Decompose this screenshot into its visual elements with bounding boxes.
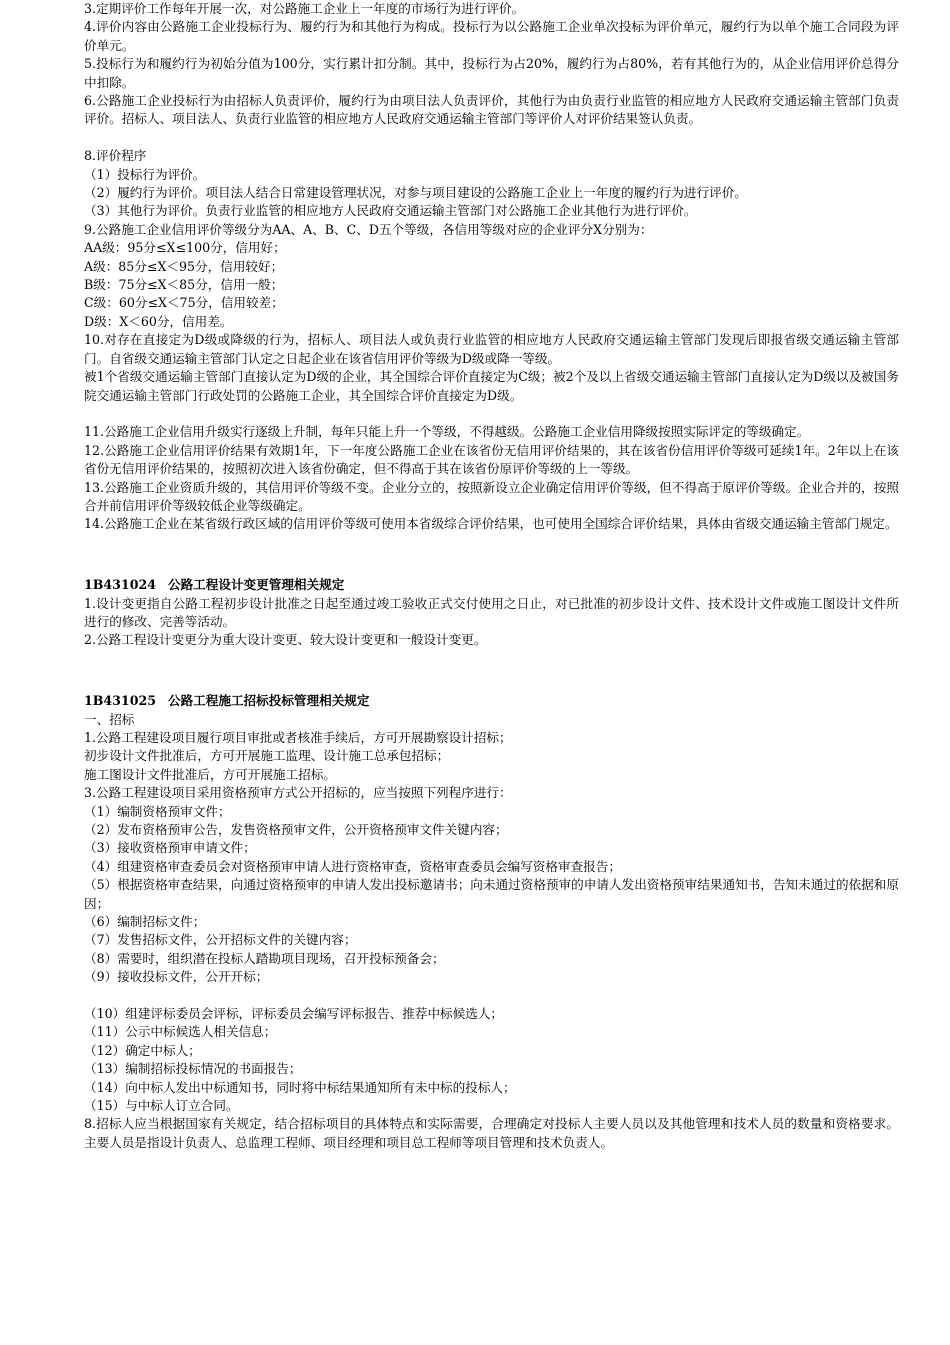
paragraph: （5）根据资格审查结果，向通过资格预审的申请人发出投标邀请书；向未通过资格预审的申请人发出资格预审结果通知书，告知未通过的依据和原因； [84,877,899,911]
document-page [84,0,899,1152]
paragraph: 4.评价内容由公路施工企业投标行为、履约行为和其他行为构成。投标行为以公路施工企业单次投标为评价单元，履约行为以单个施工合同段为评价单元。 [84,19,899,53]
paragraph: 一、招标 [84,711,135,727]
paragraph: （10）组建评标委员会评标，评标委员会编写评标报告、推荐中标候选人； [84,1006,504,1022]
spacer [84,674,899,692]
paragraph: （2）履约行为评价。项目法人结合日常建设管理状况，对参与项目建设的公路施工企业上一年度的履约行为进行评价。 [84,185,747,201]
paragraph: 3.定期评价工作每年开展一次，对公路施工企业上一年度的市场行为进行评价。 [84,1,525,16]
paragraph: AA级：95分≤X≤100分，信用好； [84,240,286,256]
spacer [84,129,899,147]
paragraph: B级：75分≤X＜85分，信用一般； [84,277,284,293]
paragraph: （15）与中标人订立合同。 [84,1098,239,1114]
section-title: 公路工程施工招标投标管理相关规定 [167,693,370,709]
section-title: 公路工程设计变更管理相关规定 [167,577,345,593]
paragraph: 1.设计变更指自公路工程初步设计批准之日起至通过竣工验收正式交付使用之日止，对已批准的初步设计文件、技术设计文件或施工图设计文件所进行的修改、完善等活动。 [84,595,899,629]
paragraph: 12.公路施工企业信用评价结果有效期1年，下一年度公路施工企业在该省份无信用评价结果的，其在该省份信用评价等级可延续1年。2年以上在该省份无信用评价结果的，按照初次进入该省份确定，但不得高于其在该省份原评价等级的上一等级。 [84,442,899,477]
paragraph: （9）接收投标文件，公开开标； [84,969,269,985]
paragraph: 5.投标行为和履约行为初始分值为100分，实行累计扣分制。其中，投标行为占20%，履约行为占80%，若有其他行为的，从企业信用评价总得分中扣除。 [84,56,899,90]
spacer [84,405,899,423]
spacer [84,650,899,674]
paragraph: （3）接收资格预审申请文件； [84,840,256,856]
paragraph: 施工图设计文件批准后，方可开展施工招标。 [84,766,336,782]
spacer [84,534,899,558]
paragraph: 2.公路工程设计变更分为重大设计变更、较大设计变更和一般设计变更。 [84,632,487,648]
paragraph: 初步设计文件批准后，方可开展施工监理、设计施工总承包招标； [84,748,450,764]
paragraph: （13）编制招标投标情况的书面报告； [84,1061,302,1077]
paragraph: （4）组建资格审查委员会对资格预审申请人进行资格审查，资格审查委员会编写资格审查报告； [84,858,621,874]
paragraph: 9.公路施工企业信用评价等级分为AA、A、B、C、D五个等级，各信用等级对应的企业评分X分别为： [84,221,653,237]
section-code: 1B431024 [84,577,156,593]
paragraph: （3）其他行为评价。负责行业监管的相应地方人民政府交通运输主管部门对公路施工企业其他行为进行评价。 [84,203,697,219]
paragraph: 11.公路施工企业信用升级实行逐级上升制，每年只能上升一个等级，不得越级。公路施工企业信用降级按照实际评定的等级确定。 [84,424,810,440]
paragraph: （11）公示中标候选人相关信息； [84,1024,277,1040]
paragraph: 8.评价程序 [84,148,147,164]
spacer [84,558,899,576]
paragraph: A级：85分≤X＜95分，信用较好； [84,258,284,274]
paragraph: （2）发布资格预审公告，发售资格预审文件，公开资格预审文件关键内容； [84,822,508,837]
section-heading [84,576,899,594]
paragraph: D级：X＜60分，信用差。 [84,313,233,329]
paragraph: 被1个省级交通运输主管部门直接认定为D级的企业，其全国综合评价直接定为C级；被2个及以上省级交通运输主管部门直接认定为D级以及被国务院交通运输主管部门行政处罚的公路施工企业，其全国综合评价直接定为D级。 [84,369,899,403]
paragraph: C级：60分≤X＜75分，信用较差； [84,295,284,311]
paragraph: 1.公路工程建设项目履行项目审批或者核准手续后，方可开展勘察设计招标； [84,729,512,745]
spacer [84,987,899,1005]
paragraph: （1）投标行为评价。 [84,166,206,182]
paragraph: （6）编制招标文件； [84,914,206,930]
paragraph: 6.公路施工企业投标行为由招标人负责评价，履约行为由项目法人负责评价，其他行为由负责行业监管的相应地方人民政府交通运输主管部门负责评价。招标人、项目法人、负责行业监管的相应地方人民政府交通运输主管部门等评价人对评价结果签认负责。 [84,93,899,127]
paragraph: 3.公路工程建设项目采用资格预审方式公开招标的，应当按照下列程序进行： [84,785,512,801]
paragraph: 14.公路施工企业在某省级行政区域的信用评价等级可使用本省级综合评价结果，也可使用全国综合评价结果，具体由省级交通运输主管部门规定。 [84,516,898,532]
paragraph: （12）确定中标人； [84,1042,201,1058]
section-code: 1B431025 [84,693,156,709]
paragraph: （1）编制资格预审文件； [84,803,231,819]
paragraph: （14）向中标人发出中标通知书，同时将中标结果通知所有未中标的投标人； [84,1079,516,1095]
paragraph: 8.招标人应当根据国家有关规定，结合招标项目的具体特点和实际需要，合理确定对投标人主要人员以及其他管理和技术人员的数量和资格要求。主要人员是指设计负责人、总监理工程师、项目经理和项目总工程师等项目管理和技术负责人。 [84,1116,899,1150]
section-heading [84,692,899,710]
paragraph: 13.公路施工企业资质升级的，其信用评价等级不变。企业分立的，按照新设立企业确定信用评价等级，但不得高于原评价等级。企业合并的，按照合并前信用评价等级较低企业等级确定。 [84,479,899,513]
paragraph: （7）发售招标文件，公开招标文件的关键内容； [84,932,357,948]
paragraph: （8）需要时，组织潜在投标人踏勘项目现场，召开投标预备会； [84,950,445,966]
paragraph: 10.对存在直接定为D级或降级的行为，招标人、项目法人或负责行业监管的相应地方人民政府交通运输主管部门发现后即报省级交通运输主管部门。自省级交通运输主管部门认定之日起企业在该省信用评价等级为D级或降一等级。 [84,332,899,366]
